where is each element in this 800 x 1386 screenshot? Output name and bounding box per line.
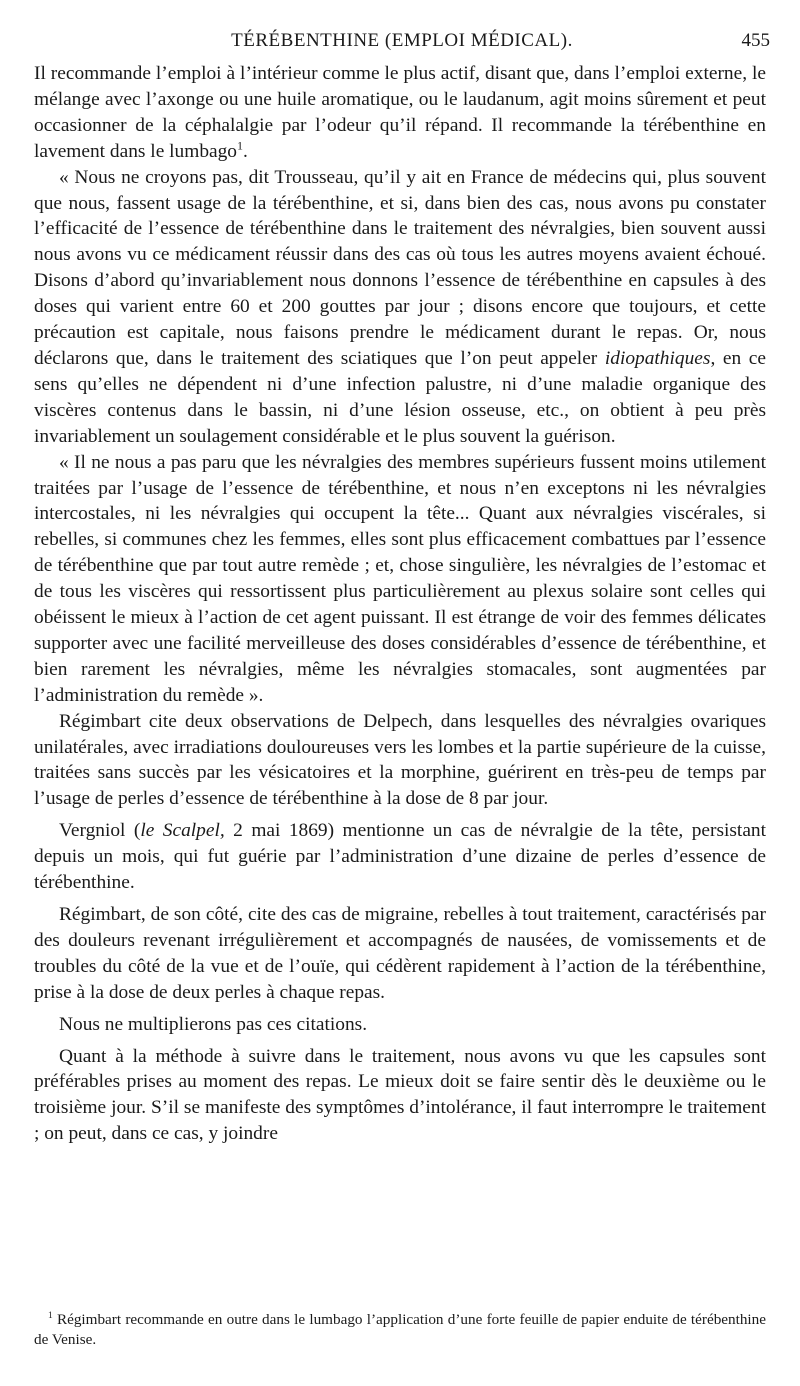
paragraph-1-text: Il recommande l’emploi à l’intérieur comme le plus actif, disant que, dans l’emploi externe, le mélange avec l’axonge ou une huile aromatique, ou le laudanum, agit moins sûrement et peut occasionner de la céphalalgie par l’odeur qu’il répand. Il recommande la térébenthine en lavement dans le lumbago: [34, 63, 766, 162]
paragraph-8: Quant à la méthode à suivre dans le traitement, nous avons vu que les capsules sont préférables prises au moment des repas. Le mieux doit se faire sentir dès le deuxième ou le troisième jour. S’il se manifeste des symptômes d’intolérance, il faut interrompre le traitement ; on peut, dans ce cas, y joindre: [34, 1045, 766, 1145]
paragraph-5-italic: le Scalpel,: [140, 820, 225, 842]
paragraph-2-rest: , en ce sens qu’elles ne dépendent ni d’une infection palustre, ni d’une maladie organique des viscères contenus dans le bassin, ni d’une lésion osseuse, etc., on obtient à peu près invariablement un soulagement considérable et le plus souvent la guérison.: [34, 347, 766, 447]
footnotes: [34, 1310, 766, 1350]
paragraph-3: « Il ne nous a pas paru que les névralgies des membres supérieurs fussent moins utilement traitées par l’usage de l’essence de térébenthine, et nous n’en exceptons ni les névralgies intercostales, ni les névralgies qui occupent la tête... Quant aux névralgies viscérales, si rebelles, si communes chez les femmes, elles sont plus efficacement combattues par l’essence de térébenthine que par tout autre remède ; et, chose singulière, les névralgies de l’estomac et de tous les viscères qui ressortissent plus particulièrement au plexus solaire sont celles qui obéissent le mieux à l’action de cet agent puissant. Il est étrange de voir des femmes délicates supporter avec une facilité merveilleuse des doses considérables d’essence de térébenthine, et bien rarement les névralgies, même les névralgies stomacales, sont augmentées par l’administration du remède ».: [34, 451, 766, 706]
paragraph-7: Nous ne multiplierons pas ces citations.: [59, 1013, 368, 1035]
running-header: [34, 30, 770, 60]
paragraph-4: Régimbart cite deux observations de Delpech, dans lesquelles des névralgies ovariques unilatérales, avec irradiations douloureuses vers les lombes et la partie supérieure de la cuisse, traitées sans succès par les vésicatoires et la morphine, guérirent en très-peu de temps par l’usage de perles d’essence de térébenthine à la dose de 8 par jour.: [34, 710, 766, 810]
body-text: [34, 61, 766, 1147]
paragraph-1-end: .: [243, 140, 248, 162]
paragraph-6: Régimbart, de son côté, cite des cas de migraine, rebelles à tout traitement, caractérisés par des douleurs revenant irrégulièrement et accompagnés de nausées, de vomissements et de troubles du côté de la vue et de l’ouïe, qui cédèrent rapidement à l’action de la térébenthine, prise à la dose de deux perles à chaque repas.: [34, 904, 766, 1003]
paragraph-2: [34, 165, 766, 450]
paragraph-1: [34, 61, 766, 165]
footnote-text: Régimbart recommande en outre dans le lumbago l’application d’une forte feuille de papier enduite de térébenthine de Venise.: [34, 1311, 766, 1348]
footnote-1: [34, 1310, 766, 1350]
page-number: 455: [741, 30, 770, 51]
footnote-mark: 1: [48, 1310, 53, 1321]
footnote-reference: 1: [237, 138, 244, 153]
paragraph-2-text: « Nous ne croyons pas, dit Trousseau, qu’il y ait en France de médecins qui, plus souvent que nous, fassent usage de la térébenthine, et si, dans bien des cas, nous avons pu constater l’efficacité de l’essence de térébenthine dans le traitement des névralgies, bien souvent aussi nous avons vu ce médicament réussir dans des cas où tous les autres moyens avaient échoué. Disons d’abord qu’invariablement nous donnons l’essence de térébenthine en capsules à des doses qui varient entre 60 et 200 gouttes par jour ; disons encore que toujours, et cette précaution est capitale, nous faisons prendre le médicament durant le repas. Or, nous déclarons que, dans le traitement des sciatiques que l’on peut appeler: [34, 166, 766, 369]
paragraph-5-rest: 2 mai 1869) mentionne un cas de névralgie de la tête, persistant depuis un mois, qui fut guérie par l’administration d’une dizaine de perles d’essence de térébenthine.: [34, 820, 767, 894]
paragraph-5-text: Vergniol (: [59, 820, 141, 842]
paragraph-2-italic: idiopathiques: [604, 347, 711, 369]
running-title: TÉRÉBENTHINE (EMPLOI MÉDICAL).: [231, 30, 573, 51]
paragraph-5: [34, 818, 766, 896]
